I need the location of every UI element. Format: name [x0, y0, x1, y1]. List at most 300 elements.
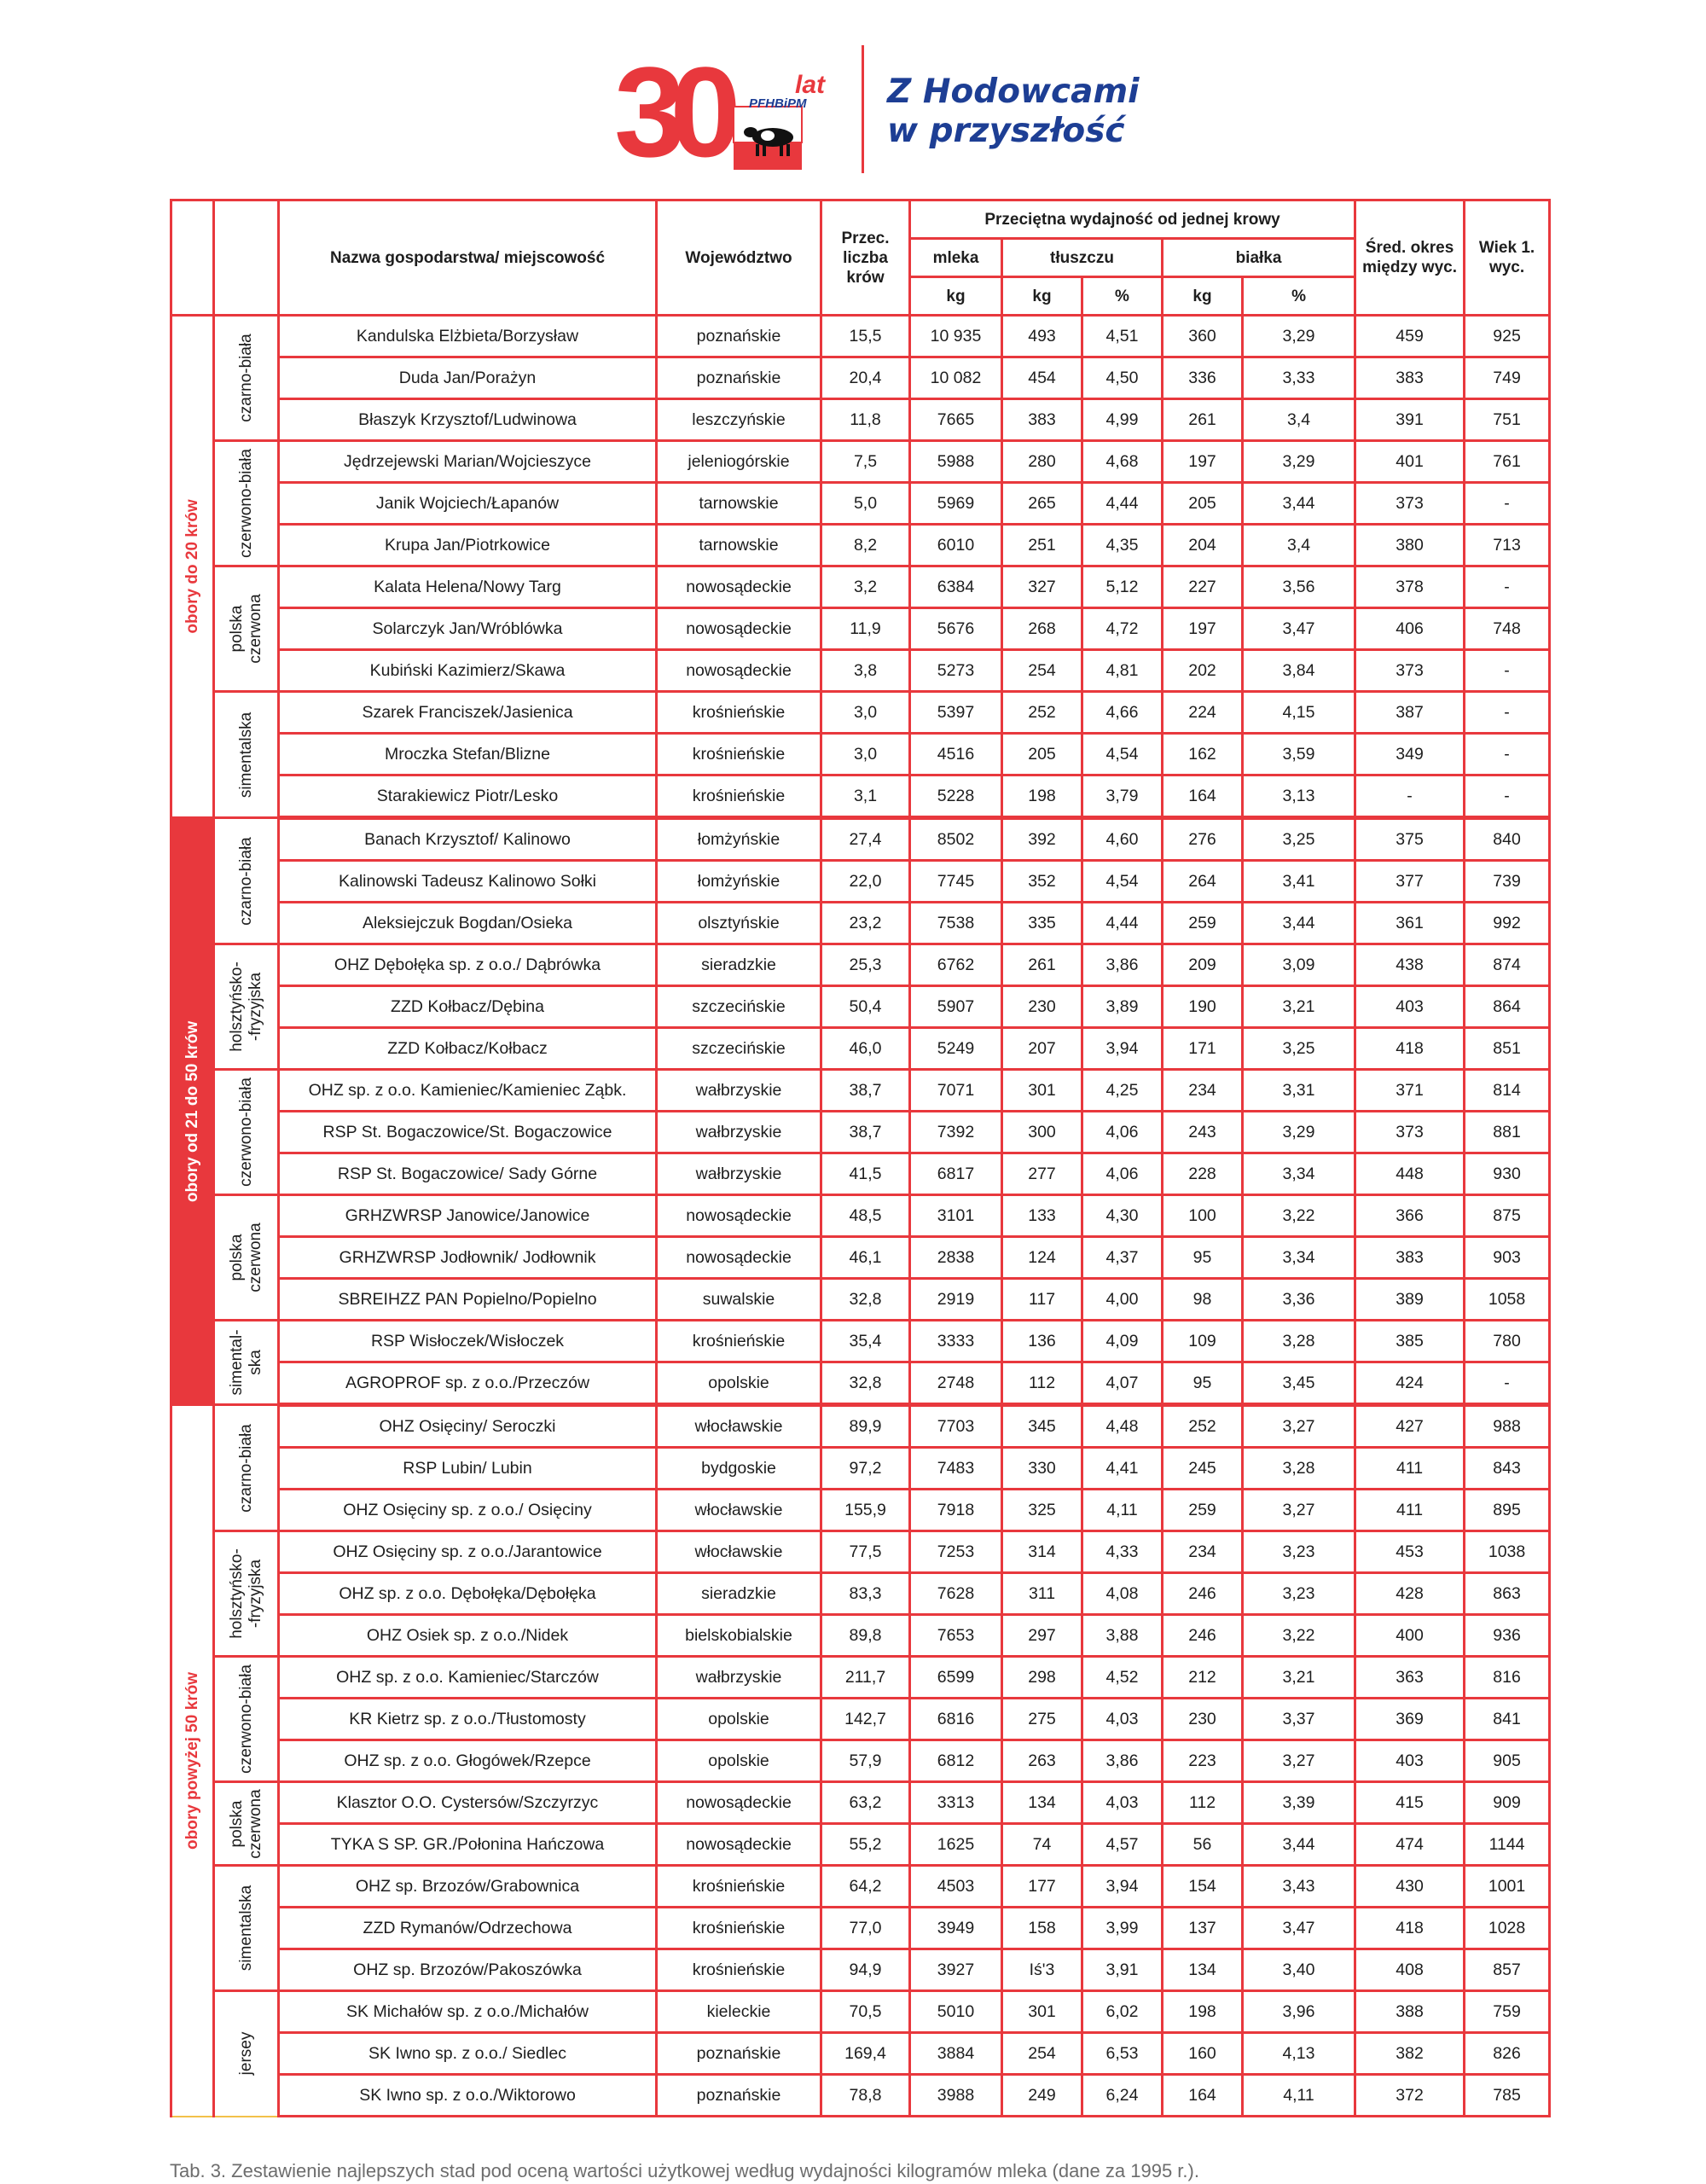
cell-voivodeship: włocławskie [657, 1490, 821, 1531]
cell-protein-pct: 3,56 [1243, 566, 1355, 608]
cell-cows: 3,1 [821, 775, 910, 818]
cell-fat-pct: 3,94 [1082, 1028, 1163, 1070]
table-row [171, 2075, 1550, 2117]
cell-fat-kg: 277 [1002, 1153, 1082, 1195]
cell-cows: 50,4 [821, 986, 910, 1028]
cell-fat-pct: 4,81 [1082, 650, 1163, 692]
cell-protein-kg: 204 [1163, 525, 1243, 566]
cell-voivodeship: krośnieńskie [657, 1866, 821, 1908]
cell-voivodeship: tarnowskie [657, 525, 821, 566]
cell-age: 863 [1465, 1573, 1550, 1615]
cell-age: 1001 [1465, 1866, 1550, 1908]
cell-interval: 474 [1355, 1824, 1465, 1866]
cell-protein-pct: 3,41 [1243, 861, 1355, 903]
cell-protein-pct: 3,4 [1243, 399, 1355, 441]
cell-fat-pct: 4,30 [1082, 1195, 1163, 1237]
breed-text: czarno-biała [236, 1423, 255, 1513]
cell-cows: 23,2 [821, 903, 910, 944]
cell-interval: 459 [1355, 316, 1465, 357]
cell-age: 875 [1465, 1195, 1550, 1237]
cell-fat-kg: 124 [1002, 1237, 1082, 1279]
cell-interval: 408 [1355, 1949, 1465, 1991]
cell-cows: 155,9 [821, 1490, 910, 1531]
cell-cows: 169,4 [821, 2033, 910, 2075]
cell-age: 925 [1465, 316, 1550, 357]
cell-interval: 453 [1355, 1531, 1465, 1573]
cell-cows: 25,3 [821, 944, 910, 986]
cell-protein-pct: 3,59 [1243, 734, 1355, 775]
cell-fat-pct: 3,86 [1082, 944, 1163, 986]
cell-fat-kg: 74 [1002, 1824, 1082, 1866]
cell-voivodeship: nowosądeckie [657, 1782, 821, 1824]
cell-milk-kg: 6812 [910, 1740, 1002, 1782]
cell-milk-kg: 7483 [910, 1448, 1002, 1490]
cell-protein-kg: 202 [1163, 650, 1243, 692]
cell-interval: 373 [1355, 1112, 1465, 1153]
header-age: Wiek 1. wyc. [1465, 200, 1550, 316]
cell-cows: 78,8 [821, 2075, 910, 2117]
cell-protein-pct: 3,34 [1243, 1153, 1355, 1195]
cell-fat-pct: 4,51 [1082, 316, 1163, 357]
cell-protein-pct: 3,29 [1243, 1112, 1355, 1153]
cell-cows: 7,5 [821, 441, 910, 483]
table-row [171, 775, 1550, 818]
cell-voivodeship: wałbrzyskie [657, 1153, 821, 1195]
cell-age: 759 [1465, 1991, 1550, 2033]
cell-fat-pct: 4,66 [1082, 692, 1163, 734]
cell-fat-kg: 301 [1002, 1991, 1082, 2033]
cell-interval: 389 [1355, 1279, 1465, 1321]
cell-voivodeship: jeleniogórskie [657, 441, 821, 483]
cell-protein-pct: 4,13 [1243, 2033, 1355, 2075]
table-row [171, 1949, 1550, 1991]
cell-milk-kg: 1625 [910, 1824, 1002, 1866]
table-row [171, 861, 1550, 903]
table-row [171, 944, 1550, 986]
cell-fat-pct: 4,35 [1082, 525, 1163, 566]
cell-interval: 424 [1355, 1362, 1465, 1405]
cell-protein-kg: 95 [1163, 1237, 1243, 1279]
cell-fat-pct: 4,44 [1082, 903, 1163, 944]
table-row [171, 1405, 1550, 1448]
cell-protein-kg: 137 [1163, 1908, 1243, 1949]
cell-protein-kg: 252 [1163, 1405, 1243, 1448]
cell-name: Starakiewicz Piotr/Lesko [279, 775, 657, 818]
header-yield-group: Przeciętna wydajność od jednej krowy [910, 200, 1355, 239]
cell-milk-kg: 7745 [910, 861, 1002, 903]
cell-fat-pct: 3,94 [1082, 1866, 1163, 1908]
cell-name: RSP Wisłoczek/Wisłoczek [279, 1321, 657, 1362]
breed-text: holsztyńsko- -fryzyjska [227, 1548, 264, 1639]
table-row [171, 1237, 1550, 1279]
cell-protein-kg: 264 [1163, 861, 1243, 903]
cell-protein-kg: 162 [1163, 734, 1243, 775]
cell-cows: 20,4 [821, 357, 910, 399]
cell-protein-kg: 197 [1163, 441, 1243, 483]
cell-voivodeship: kieleckie [657, 1991, 821, 2033]
header-size-blank [171, 200, 214, 316]
herd-ranking-table [170, 199, 1551, 2117]
header-fat-pct: % [1082, 277, 1163, 316]
cell-name: Solarczyk Jan/Wróblówka [279, 608, 657, 650]
cell-voivodeship: poznańskie [657, 2033, 821, 2075]
cell-name: OHZ Osięciny sp. z o.o./ Osięciny [279, 1490, 657, 1531]
cell-name: Janik Wojciech/Łapanów [279, 483, 657, 525]
table-row [171, 357, 1550, 399]
cell-age: 874 [1465, 944, 1550, 986]
cell-name: Kandulska Elżbieta/Borzysław [279, 316, 657, 357]
cell-interval: 349 [1355, 734, 1465, 775]
table-row [171, 1908, 1550, 1949]
cell-voivodeship: wałbrzyskie [657, 1112, 821, 1153]
cell-age: - [1465, 734, 1550, 775]
cell-protein-kg: 223 [1163, 1740, 1243, 1782]
cell-voivodeship: nowosądeckie [657, 608, 821, 650]
cell-fat-kg: 275 [1002, 1699, 1082, 1740]
cell-name: ZZD Kołbacz/Dębina [279, 986, 657, 1028]
cell-fat-kg: 493 [1002, 316, 1082, 357]
cell-fat-pct: 4,11 [1082, 1490, 1163, 1531]
breed-text: simentalska [236, 712, 255, 798]
cell-cows: 94,9 [821, 1949, 910, 1991]
cell-fat-kg: 392 [1002, 818, 1082, 861]
cell-protein-pct: 3,29 [1243, 441, 1355, 483]
table-row [171, 1070, 1550, 1112]
cell-interval: 400 [1355, 1615, 1465, 1657]
cell-fat-pct: 3,89 [1082, 986, 1163, 1028]
cell-name: OHZ Osięciny sp. z o.o./Jarantowice [279, 1531, 657, 1573]
cell-fat-pct: 4,57 [1082, 1824, 1163, 1866]
herd-size-label [171, 316, 214, 818]
cell-voivodeship: tarnowskie [657, 483, 821, 525]
cell-protein-kg: 205 [1163, 483, 1243, 525]
cell-age: - [1465, 650, 1550, 692]
cell-age: 748 [1465, 608, 1550, 650]
cell-protein-kg: 227 [1163, 566, 1243, 608]
table-row [171, 1824, 1550, 1866]
cell-protein-pct: 3,21 [1243, 986, 1355, 1028]
cell-fat-kg: 117 [1002, 1279, 1082, 1321]
cell-name: GRHZWRSP Janowice/Janowice [279, 1195, 657, 1237]
cell-name: ZZD Kołbacz/Kołbacz [279, 1028, 657, 1070]
cell-age: 905 [1465, 1740, 1550, 1782]
cell-name: RSP St. Bogaczowice/ Sady Górne [279, 1153, 657, 1195]
cell-protein-pct: 3,40 [1243, 1949, 1355, 1991]
cell-cows: 97,2 [821, 1448, 910, 1490]
cell-fat-pct: 4,99 [1082, 399, 1163, 441]
cell-interval: 403 [1355, 1740, 1465, 1782]
cell-name: OHZ sp. z o.o. Kamieniec/Kamieniec Ząbk. [279, 1070, 657, 1112]
cell-milk-kg: 3884 [910, 2033, 1002, 2075]
cell-protein-kg: 243 [1163, 1112, 1243, 1153]
cell-voivodeship: olsztyńskie [657, 903, 821, 944]
table-row [171, 1321, 1550, 1362]
cell-interval: 406 [1355, 608, 1465, 650]
cell-milk-kg: 3101 [910, 1195, 1002, 1237]
herd-size-text: obory do 20 krów [183, 499, 201, 634]
cell-cows: 3,8 [821, 650, 910, 692]
cell-fat-kg: 297 [1002, 1615, 1082, 1657]
cell-fat-kg: 207 [1002, 1028, 1082, 1070]
cell-fat-kg: 136 [1002, 1321, 1082, 1362]
cell-name: RSP Lubin/ Lubin [279, 1448, 657, 1490]
cell-fat-pct: 4,03 [1082, 1699, 1163, 1740]
cell-age: 881 [1465, 1112, 1550, 1153]
cell-fat-pct: 4,09 [1082, 1321, 1163, 1362]
header-interval: Śred. okres między wyc. [1355, 200, 1465, 316]
cell-age: 857 [1465, 1949, 1550, 1991]
cell-protein-pct: 3,28 [1243, 1321, 1355, 1362]
cell-fat-pct: 3,91 [1082, 1949, 1163, 1991]
cell-milk-kg: 2919 [910, 1279, 1002, 1321]
cell-fat-pct: 4,00 [1082, 1279, 1163, 1321]
cell-age: 713 [1465, 525, 1550, 566]
cell-fat-kg: 252 [1002, 692, 1082, 734]
breed-label [214, 316, 279, 441]
header-protein: białka [1163, 239, 1355, 277]
header-fat-kg: kg [1002, 277, 1082, 316]
cell-interval: 448 [1355, 1153, 1465, 1195]
cell-interval: 363 [1355, 1657, 1465, 1699]
table-row [171, 1279, 1550, 1321]
cell-cows: 8,2 [821, 525, 910, 566]
cell-age: 814 [1465, 1070, 1550, 1112]
cell-voivodeship: szczecińskie [657, 986, 821, 1028]
cell-cows: 38,7 [821, 1070, 910, 1112]
cell-fat-kg: 198 [1002, 775, 1082, 818]
cell-age: 749 [1465, 357, 1550, 399]
cell-fat-kg: 112 [1002, 1362, 1082, 1405]
breed-text: polska czerwona [227, 1788, 264, 1859]
cell-protein-kg: 246 [1163, 1573, 1243, 1615]
cell-milk-kg: 5988 [910, 441, 1002, 483]
header-name: Nazwa gospodarstwa/ miejscowość [279, 200, 657, 316]
cell-voivodeship: krośnieńskie [657, 734, 821, 775]
cell-age: 840 [1465, 818, 1550, 861]
cell-name: SK Michałów sp. z o.o./Michałów [279, 1991, 657, 2033]
cell-protein-pct: 3,23 [1243, 1573, 1355, 1615]
cell-cows: 64,2 [821, 1866, 910, 1908]
cell-protein-kg: 224 [1163, 692, 1243, 734]
cell-voivodeship: włocławskie [657, 1405, 821, 1448]
cell-name: RSP St. Bogaczowice/St. Bogaczowice [279, 1112, 657, 1153]
cell-age: 761 [1465, 441, 1550, 483]
cell-fat-pct: 4,07 [1082, 1362, 1163, 1405]
cell-milk-kg: 7918 [910, 1490, 1002, 1531]
cell-milk-kg: 3949 [910, 1908, 1002, 1949]
table-row [171, 525, 1550, 566]
cell-protein-pct: 3,45 [1243, 1362, 1355, 1405]
cell-protein-kg: 234 [1163, 1070, 1243, 1112]
cell-voivodeship: poznańskie [657, 357, 821, 399]
header-milk-kg: kg [910, 277, 1002, 316]
cell-cows: 15,5 [821, 316, 910, 357]
cell-fat-kg: 251 [1002, 525, 1082, 566]
cell-voivodeship: wałbrzyskie [657, 1657, 821, 1699]
cell-protein-pct: 3,27 [1243, 1740, 1355, 1782]
cell-protein-kg: 197 [1163, 608, 1243, 650]
breed-label [214, 1657, 279, 1782]
cell-protein-kg: 276 [1163, 818, 1243, 861]
cell-milk-kg: 7628 [910, 1573, 1002, 1615]
cell-milk-kg: 8502 [910, 818, 1002, 861]
cell-interval: 383 [1355, 1237, 1465, 1279]
cell-age: 816 [1465, 1657, 1550, 1699]
cell-fat-pct: 4,68 [1082, 441, 1163, 483]
cell-protein-kg: 261 [1163, 399, 1243, 441]
cell-protein-kg: 134 [1163, 1949, 1243, 1991]
cell-name: Kalinowski Tadeusz Kalinowo Sołki [279, 861, 657, 903]
cell-name: Mroczka Stefan/Blizne [279, 734, 657, 775]
cell-cows: 35,4 [821, 1321, 910, 1362]
table-row [171, 441, 1550, 483]
herd-size-label [171, 818, 214, 1405]
cell-protein-kg: 259 [1163, 1490, 1243, 1531]
cell-fat-pct: 4,06 [1082, 1153, 1163, 1195]
table-row [171, 1991, 1550, 2033]
cell-fat-pct: 3,86 [1082, 1740, 1163, 1782]
breed-text: czerwono-biała [236, 449, 255, 558]
cell-milk-kg: 6010 [910, 525, 1002, 566]
cell-interval: 375 [1355, 818, 1465, 861]
cell-interval: 373 [1355, 483, 1465, 525]
cell-protein-kg: 360 [1163, 316, 1243, 357]
cell-milk-kg: 7071 [910, 1070, 1002, 1112]
header-protein-pct: % [1243, 277, 1355, 316]
cell-age: 1144 [1465, 1824, 1550, 1866]
cell-cows: 5,0 [821, 483, 910, 525]
cell-cows: 3,0 [821, 692, 910, 734]
breed-text: czerwono-biała [236, 1664, 255, 1774]
cell-protein-pct: 3,37 [1243, 1699, 1355, 1740]
cell-fat-pct: 4,33 [1082, 1531, 1163, 1573]
cell-protein-kg: 198 [1163, 1991, 1243, 2033]
cell-fat-kg: 254 [1002, 650, 1082, 692]
cell-age: 785 [1465, 2075, 1550, 2117]
table-row [171, 1362, 1550, 1405]
cell-milk-kg: 7703 [910, 1405, 1002, 1448]
breed-label [214, 944, 279, 1070]
cell-milk-kg: 6599 [910, 1657, 1002, 1699]
cell-age: 739 [1465, 861, 1550, 903]
cell-age: 851 [1465, 1028, 1550, 1070]
cell-protein-pct: 3,22 [1243, 1195, 1355, 1237]
cell-milk-kg: 2838 [910, 1237, 1002, 1279]
cell-fat-pct: 4,48 [1082, 1405, 1163, 1448]
cell-voivodeship: krośnieńskie [657, 1908, 821, 1949]
cell-age: 909 [1465, 1782, 1550, 1824]
header-cows: Przec. liczba krów [821, 200, 910, 316]
cell-fat-kg: 345 [1002, 1405, 1082, 1448]
cell-age: 843 [1465, 1448, 1550, 1490]
cell-voivodeship: łomżyńskie [657, 861, 821, 903]
cell-voivodeship: nowosądeckie [657, 1237, 821, 1279]
cell-cows: 11,8 [821, 399, 910, 441]
cell-voivodeship: szczecińskie [657, 1028, 821, 1070]
cell-fat-kg: 263 [1002, 1740, 1082, 1782]
cell-fat-pct: 4,41 [1082, 1448, 1163, 1490]
cell-fat-kg: 352 [1002, 861, 1082, 903]
cell-protein-pct: 3,44 [1243, 903, 1355, 944]
cell-age: - [1465, 775, 1550, 818]
breed-label [214, 566, 279, 692]
cell-name: SBREIHZZ PAN Popielno/Popielno [279, 1279, 657, 1321]
cell-age: 1058 [1465, 1279, 1550, 1321]
cell-milk-kg: 5249 [910, 1028, 1002, 1070]
cell-protein-kg: 245 [1163, 1448, 1243, 1490]
herd-size-label [171, 1405, 214, 2117]
cell-voivodeship: opolskie [657, 1699, 821, 1740]
cell-name: OHZ sp. z o.o. Kamieniec/Starczów [279, 1657, 657, 1699]
table-row [171, 1490, 1550, 1531]
table-row [171, 1448, 1550, 1490]
cell-fat-pct: 4,52 [1082, 1657, 1163, 1699]
herd-size-text: obory powyżej 50 krów [183, 1671, 201, 1850]
table-row [171, 2033, 1550, 2075]
cell-fat-pct: 6,24 [1082, 2075, 1163, 2117]
cell-voivodeship: sieradzkie [657, 1573, 821, 1615]
breed-text: czerwono-biała [236, 1077, 255, 1187]
cell-age: 826 [1465, 2033, 1550, 2075]
cell-voivodeship: krośnieńskie [657, 1321, 821, 1362]
table-row [171, 1028, 1550, 1070]
cell-milk-kg: 5676 [910, 608, 1002, 650]
cell-name: OHZ sp. z o.o. Dębołęka/Dębołęka [279, 1573, 657, 1615]
cell-interval: 418 [1355, 1028, 1465, 1070]
table-row [171, 1531, 1550, 1573]
cell-fat-pct: 6,02 [1082, 1991, 1163, 2033]
table-row [171, 1782, 1550, 1824]
cell-cows: 27,4 [821, 818, 910, 861]
cell-protein-kg: 209 [1163, 944, 1243, 986]
cell-cows: 55,2 [821, 1824, 910, 1866]
cell-milk-kg: 6384 [910, 566, 1002, 608]
table-row [171, 608, 1550, 650]
cell-name: Klasztor O.O. Cystersów/Szczyrzyc [279, 1782, 657, 1824]
cell-protein-pct: 3,27 [1243, 1405, 1355, 1448]
cell-fat-kg: 314 [1002, 1531, 1082, 1573]
cell-protein-kg: 109 [1163, 1321, 1243, 1362]
cell-fat-kg: 325 [1002, 1490, 1082, 1531]
table-row [171, 566, 1550, 608]
table-row [171, 1740, 1550, 1782]
cell-protein-pct: 3,21 [1243, 1657, 1355, 1699]
cell-voivodeship: opolskie [657, 1362, 821, 1405]
cell-protein-pct: 3,13 [1243, 775, 1355, 818]
cell-milk-kg: 3333 [910, 1321, 1002, 1362]
cell-milk-kg: 3988 [910, 2075, 1002, 2117]
cell-fat-kg: 335 [1002, 903, 1082, 944]
cell-interval: 372 [1355, 2075, 1465, 2117]
cell-fat-kg: 311 [1002, 1573, 1082, 1615]
cell-interval: 428 [1355, 1573, 1465, 1615]
cell-interval: 438 [1355, 944, 1465, 986]
table-row [171, 316, 1550, 357]
cell-age: - [1465, 483, 1550, 525]
cell-protein-kg: 100 [1163, 1195, 1243, 1237]
cell-fat-kg: 230 [1002, 986, 1082, 1028]
cell-name: Kalata Helena/Nowy Targ [279, 566, 657, 608]
cell-protein-kg: 246 [1163, 1615, 1243, 1657]
breed-text: polska czerwona [227, 594, 264, 664]
cell-fat-pct: 4,50 [1082, 357, 1163, 399]
cell-fat-pct: 4,54 [1082, 734, 1163, 775]
cell-fat-pct: 4,72 [1082, 608, 1163, 650]
cell-cows: 46,0 [821, 1028, 910, 1070]
cell-name: OHZ sp. Brzozów/Grabownica [279, 1866, 657, 1908]
cell-fat-kg: 265 [1002, 483, 1082, 525]
cell-milk-kg: 7538 [910, 903, 1002, 944]
